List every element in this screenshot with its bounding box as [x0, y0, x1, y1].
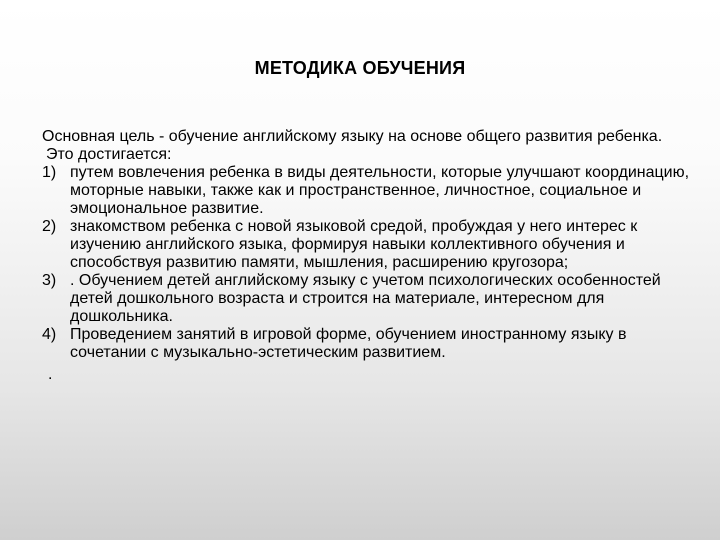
list-item-number: 3)	[42, 272, 57, 289]
list-item-1	[42, 164, 692, 218]
list-item-text: Проведением занятий в игровой форме, обучением иностранному языку в сочетании с музыкально-эстетическим развитием.	[70, 326, 627, 361]
list-item-2	[42, 218, 692, 272]
list-item-number: 4)	[42, 326, 57, 343]
list-item-4	[42, 326, 692, 362]
list-item-number: 2)	[42, 218, 57, 235]
main-goal-text: Основная цель - обучение английскому языку на основе общего развития ребенка.	[42, 128, 663, 145]
list-item-number: 1)	[42, 164, 57, 181]
slide-title: МЕТОДИКА ОБУЧЕНИЯ	[254, 58, 466, 78]
list-item-text: путем вовлечения ребенка в виды деятельности, которые улучшают координацию, моторные навыки, также как и пространственное, личностное, социальное и эмоциональное развитие.	[70, 164, 690, 217]
list-item-3	[42, 272, 692, 326]
slide-body	[42, 128, 692, 384]
trailing-dot: .	[48, 366, 53, 383]
achieved-by-text: Это достигается:	[46, 146, 172, 163]
list-item-text: . Обучением детей английскому языку с учетом психологических особенностей детей дошкольного возраста и строится на материале, интересном для дошкольника.	[70, 272, 661, 325]
list-item-text: знакомством ребенка с новой языковой средой, пробуждая у него интерес к изучению английского языка, формируя навыки коллективного обучения и способствуя развитию памяти, мышления, расширению кругозора;	[70, 218, 638, 271]
